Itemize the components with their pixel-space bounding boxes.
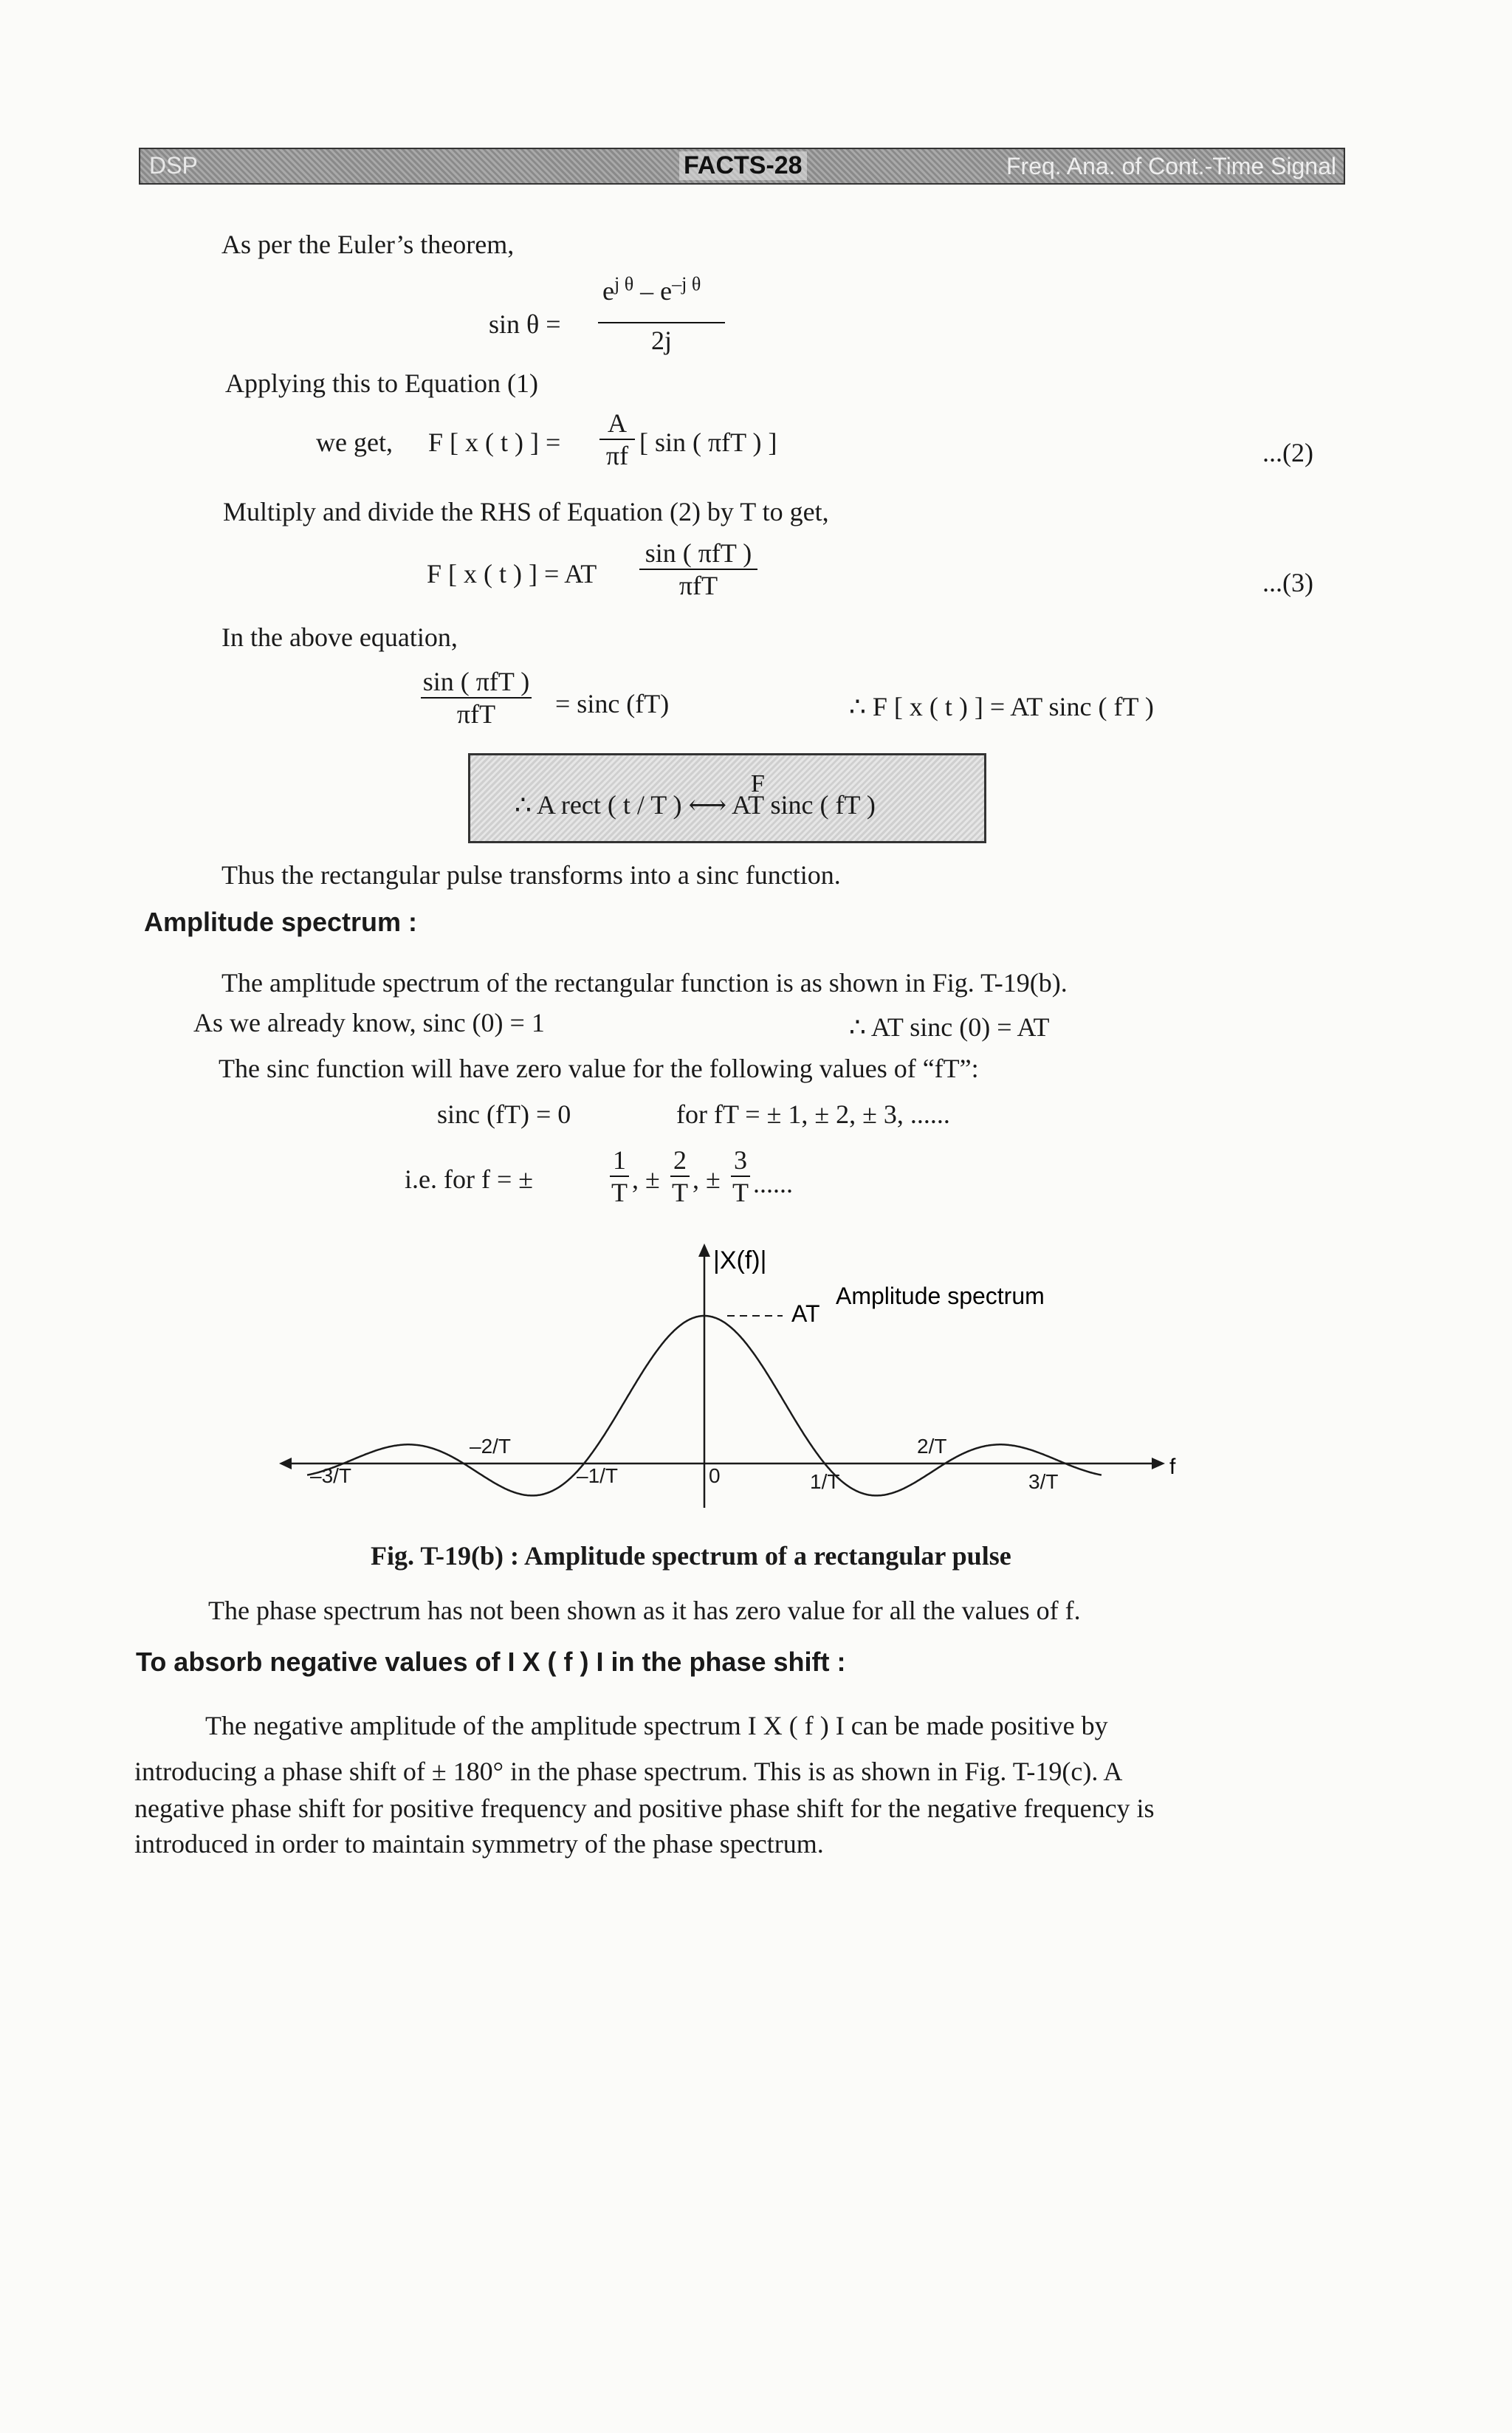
para-amplitude-1: The amplitude spectrum of the rectangular function is as shown in Fig. T-19(b). xyxy=(221,968,1068,998)
tick-neg-1: –1/T xyxy=(577,1464,619,1487)
peak-label: AT xyxy=(791,1300,820,1327)
result-text: ∴ A rect ( t / T ) ⟷ AT sinc ( fT ) xyxy=(515,790,876,820)
para-phase-line-2: introducing a phase shift of ± 180° in the phase spectrum. This is as shown in Fig. T-19(c). A xyxy=(134,1757,1123,1786)
therefore-rhs: ∴ F [ x ( t ) ] = AT sinc ( fT ) xyxy=(849,692,1154,721)
freq-sep-2: , ± xyxy=(693,1164,721,1194)
curve-label: Amplitude spectrum xyxy=(836,1283,1045,1309)
freq-zeros-label: i.e. for f = ± xyxy=(405,1164,534,1194)
para-phase-line-3: negative phase shift for positive frequency and positive phase shift for the negative frequency is xyxy=(134,1794,1155,1823)
y-axis-label: |X(f)| xyxy=(713,1246,767,1274)
eq3-lhs: F [ x ( t ) ] = AT xyxy=(427,559,597,588)
freq-zero-1: 1 T xyxy=(611,1145,628,1207)
sin-denominator: 2j xyxy=(651,326,673,355)
eq2-lhs: F [ x ( t ) ] = xyxy=(428,428,561,457)
sinc-fraction: sin ( πfT ) πfT xyxy=(421,666,532,730)
freq-sep-1: , ± xyxy=(632,1164,660,1194)
freq-tail: ...... xyxy=(753,1169,793,1198)
tick-neg-3: –3/T xyxy=(310,1464,352,1487)
sinc-zero: sinc (fT) = 0 xyxy=(437,1099,571,1129)
freq-zero-3: 3 T xyxy=(732,1145,749,1207)
applying-text: Applying this to Equation (1) xyxy=(225,368,538,398)
para-amplitude-3: The sinc function will have zero value for the following values of “fT”: xyxy=(219,1054,979,1083)
freq-zero-2: 2 T xyxy=(672,1145,688,1207)
header-right: Freq. Ana. of Cont.-Time Signal xyxy=(1006,153,1336,179)
amplitude-spectrum-heading: Amplitude spectrum : xyxy=(144,907,418,937)
eq3-tag: ...(3) xyxy=(1262,568,1313,597)
phase-shift-heading: To absorb negative values of I X ( f ) I in the phase shift : xyxy=(136,1647,846,1677)
fourier-symbol: F xyxy=(751,770,765,797)
euler-intro: As per the Euler’s theorem, xyxy=(221,230,515,259)
x-axis-label: f xyxy=(1169,1455,1176,1479)
tick-neg-2: –2/T xyxy=(470,1435,512,1458)
multiply-text: Multiply and divide the RHS of Equation (2) by T to get, xyxy=(223,497,829,526)
tick-pos-3: 3/T xyxy=(1028,1470,1059,1493)
tick-pos-2: 2/T xyxy=(917,1435,947,1458)
we-get-label: we get, xyxy=(316,428,393,457)
sinc-zero-condition: for fT = ± 1, ± 2, ± 3, ...... xyxy=(676,1099,950,1129)
para-phase: The phase spectrum has not been shown as it has zero value for all the values of f. xyxy=(208,1596,1081,1625)
sin-lhs: sin θ = xyxy=(489,309,561,339)
tick-zero: 0 xyxy=(709,1464,721,1487)
header-title: FACTS-28 xyxy=(679,151,807,180)
y-axis-arrow xyxy=(698,1243,710,1257)
eq2-rhs: [ sin ( πfT ) ] xyxy=(639,428,777,457)
x-axis-arrow-right xyxy=(1152,1458,1165,1469)
eq2-tag: ...(2) xyxy=(1262,438,1313,467)
above-eq-text: In the above equation, xyxy=(221,622,458,652)
figure-caption: Fig. T-19(b) : Amplitude spectrum of a rectangular pulse xyxy=(371,1541,1011,1571)
sinc-rhs: = sinc (fT) xyxy=(555,689,670,718)
tick-pos-1: 1/T xyxy=(810,1470,840,1493)
eq3-fraction: sin ( πfT ) πfT xyxy=(639,538,757,601)
x-axis-arrow-left xyxy=(279,1458,292,1469)
para-phase-line-1: The negative amplitude of the amplitude spectrum I X ( f ) I can be made positive by xyxy=(205,1711,1108,1740)
para-amplitude-2b: ∴ AT sinc (0) = AT xyxy=(849,1012,1050,1042)
para-phase-line-4: introduced in order to maintain symmetry of the phase spectrum. xyxy=(134,1829,824,1859)
para-amplitude-2a: As we already know, sinc (0) = 1 xyxy=(193,1008,545,1037)
sin-numerator: $e^{j \theta} - e^{-j \theta}$ xyxy=(602,273,701,306)
header-left: DSP xyxy=(149,152,198,179)
eq2-fraction: A πf xyxy=(599,408,635,471)
thus-text: Thus the rectangular pulse transforms into a sinc function. xyxy=(221,860,841,890)
